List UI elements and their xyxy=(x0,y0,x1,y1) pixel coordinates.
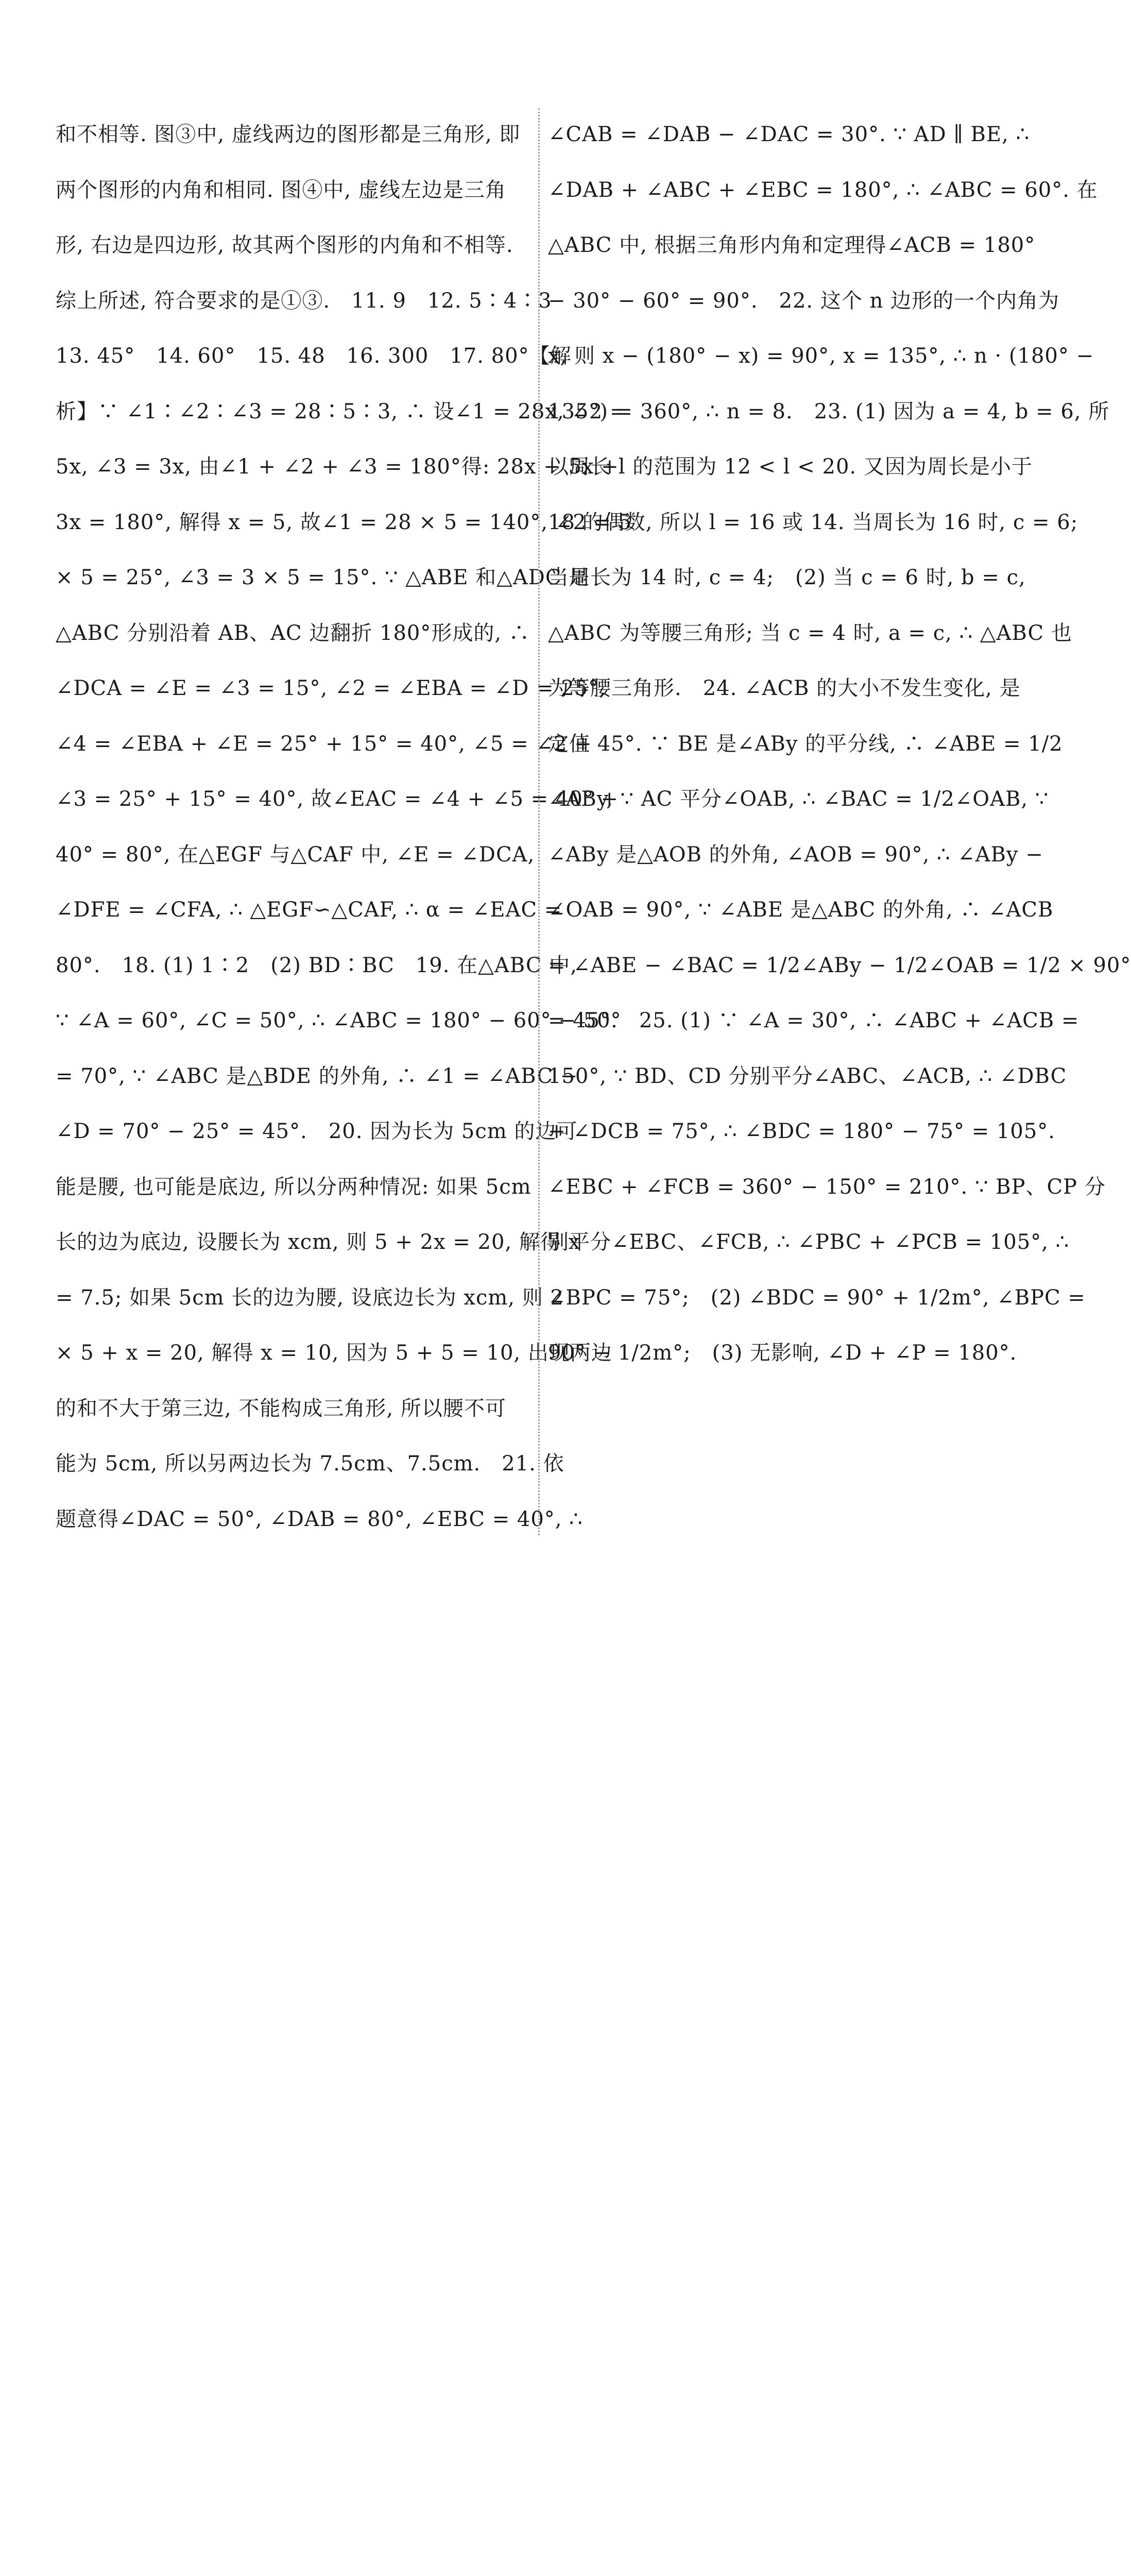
text-line: x, 则 x − (180° − x) = 90°, x = 135°, ∴ n · (180° − xyxy=(548,344,1094,368)
text-line: 135°) = 360°, ∴ n = 8. 23. (1) 因为 a = 4, b = 6, 所 xyxy=(548,399,1110,423)
text-line: 和不相等. 图③中, 虚线两边的图形都是三角形, 即 xyxy=(56,123,521,146)
text-line: 能是腰, 也可能是底边, 所以分两种情况: 如果 5cm xyxy=(56,1175,532,1199)
text-line: 能为 5cm, 所以另两边长为 7.5cm、7.5cm. 21. 依 xyxy=(56,1452,564,1476)
text-line: ∠BPC = 75°; (2) ∠BDC = 90° + 1/2m°, ∠BPC = xyxy=(548,1285,1086,1310)
text-line: △ABC 为等腰三角形; 当 c = 4 时, a = c, ∴ △ABC 也 xyxy=(548,621,1072,645)
text-line: = 45°. 25. (1) ∵ ∠A = 30°, ∴ ∠ABC + ∠ACB = xyxy=(548,1009,1079,1032)
text-line: △ABC 中, 根据三角形内角和定理得∠ACB = 180° xyxy=(548,233,1036,257)
text-line: × 5 + x = 20, 解得 x = 10, 因为 5 + 5 = 10, 出现两边 xyxy=(56,1341,612,1365)
text-line: ∠4 = ∠EBA + ∠E = 25° + 15° = 40°, ∠5 = ∠2 + xyxy=(56,732,592,756)
text-line: ∠ABy, ∵ AC 平分∠OAB, ∴ ∠BAC = 1/2∠OAB, ∵ xyxy=(548,787,1049,811)
text-line: 定值 45°. ∵ BE 是∠ABy 的平分线, ∴ ∠ABE = 1/2 xyxy=(548,732,1063,756)
text-line: 两个图形的内角和相同. 图④中, 虚线左边是三角 xyxy=(56,178,506,202)
text-line: 13. 45° 14. 60° 15. 48 16. 300 17. 80°【解 xyxy=(56,344,572,368)
text-line: 40° = 80°, 在△EGF 与△CAF 中, ∠E = ∠DCA, xyxy=(56,842,535,867)
text-line: 5x, ∠3 = 3x, 由∠1 + ∠2 + ∠3 = 180°得: 28x + 5x + xyxy=(56,455,619,479)
text-line: ∠ABy 是△AOB 的外角, ∠AOB = 90°, ∴ ∠ABy − xyxy=(548,842,1043,867)
text-line: = ∠ABE − ∠BAC = 1/2∠ABy − 1/2∠OAB = 1/2 × 90° xyxy=(548,953,1131,977)
text-line: ∠CAB = ∠DAB − ∠DAC = 30°. ∵ AD ∥ BE, ∴ xyxy=(548,123,1030,146)
text-line: 综上所述, 符合要求的是①③. 11. 9 12. 5∶4∶3 xyxy=(56,289,552,313)
text-line: ∠DAB + ∠ABC + ∠EBC = 180°, ∴ ∠ABC = 60°. 在 xyxy=(548,178,1098,202)
text-line: − 30° − 60° = 90°. 22. 这个 n 边形的一个内角为 xyxy=(548,289,1060,313)
text-line: 80°. 18. (1) 1∶2 (2) BD∶BC 19. 在△ABC 中, xyxy=(56,953,577,977)
text-line: = 7.5; 如果 5cm 长的边为腰, 设底边长为 xcm, 则 2 xyxy=(56,1285,564,1310)
text-line: 为等腰三角形. 24. ∠ACB 的大小不发生变化, 是 xyxy=(548,676,1021,700)
text-line: △ABC 分别沿着 AB、AC 边翻折 180°形成的, ∴ xyxy=(56,621,530,645)
text-line: 当周长为 14 时, c = 4; (2) 当 c = 6 时, b = c, xyxy=(548,566,1026,589)
text-line: + ∠DCB = 75°, ∴ ∠BDC = 180° − 75° = 105°. xyxy=(548,1120,1055,1143)
text-line: ∠EBC + ∠FCB = 360° − 150° = 210°. ∵ BP、CP 分 xyxy=(548,1175,1106,1199)
text-line: 的和不大于第三边, 不能构成三角形, 所以腰不可 xyxy=(56,1396,506,1420)
text-line: 长的边为底边, 设腰长为 xcm, 则 5 + 2x = 20, 解得 x xyxy=(56,1230,581,1254)
text-line: ∵ ∠A = 60°, ∠C = 50°, ∴ ∠ABC = 180° − 60° − 50° xyxy=(56,1009,622,1032)
text-line: 90° − 1/2m°; (3) 无影响, ∠D + ∠P = 180°. xyxy=(548,1341,1017,1365)
text-line: 3x = 180°, 解得 x = 5, 故∠1 = 28 × 5 = 140°, ∠2 = 5 xyxy=(56,510,632,534)
left-column xyxy=(56,107,632,1547)
text-line: 析】∵ ∠1∶∠2∶∠3 = 28∶5∶3, ∴ 设∠1 = 28x, ∠2 = xyxy=(56,399,628,423)
text-line: ∠D = 70° − 25° = 45°. 20. 因为长为 5cm 的边可 xyxy=(56,1120,578,1143)
page-footer xyxy=(0,1504,1122,1556)
text-line: ∠3 = 25° + 15° = 40°, 故∠EAC = ∠4 + ∠5 = 40° + xyxy=(56,787,619,811)
text-line: 18 的偶数, 所以 l = 16 或 14. 当周长为 16 时, c = 6; xyxy=(548,510,1078,534)
text-line: 题意得∠DAC = 50°, ∠DAB = 80°, ∠EBC = 40°, ∴ xyxy=(56,1507,583,1531)
right-column xyxy=(548,107,1131,1381)
text-line: ∠DCA = ∠E = ∠3 = 15°, ∠2 = ∠EBA = ∠D = 25°, xyxy=(56,676,606,700)
text-line: 以周长 l 的范围为 12 < l < 20. 又因为周长是小于 xyxy=(548,455,1033,479)
text-line: ∠DFE = ∠CFA, ∴ △EGF∽△CAF, ∴ α = ∠EAC = xyxy=(56,898,562,922)
text-line: 150°, ∵ BD、CD 分别平分∠ABC、∠ACB, ∴ ∠DBC xyxy=(548,1064,1067,1088)
text-line: 形, 右边是四边形, 故其两个图形的内角和不相等. xyxy=(56,233,513,257)
text-line: = 70°, ∵ ∠ABC 是△BDE 的外角, ∴ ∠1 = ∠ABC − xyxy=(56,1064,578,1088)
text-line: 别平分∠EBC、∠FCB, ∴ ∠PBC + ∠PCB = 105°, ∴ xyxy=(548,1230,1070,1254)
text-line: × 5 = 25°, ∠3 = 3 × 5 = 15°. ∵ △ABE 和△ADC 是 xyxy=(56,566,590,589)
column-divider xyxy=(538,108,540,1535)
text-line: ∠OAB = 90°, ∵ ∠ABE 是△ABC 的外角, ∴ ∠ACB xyxy=(548,898,1054,922)
